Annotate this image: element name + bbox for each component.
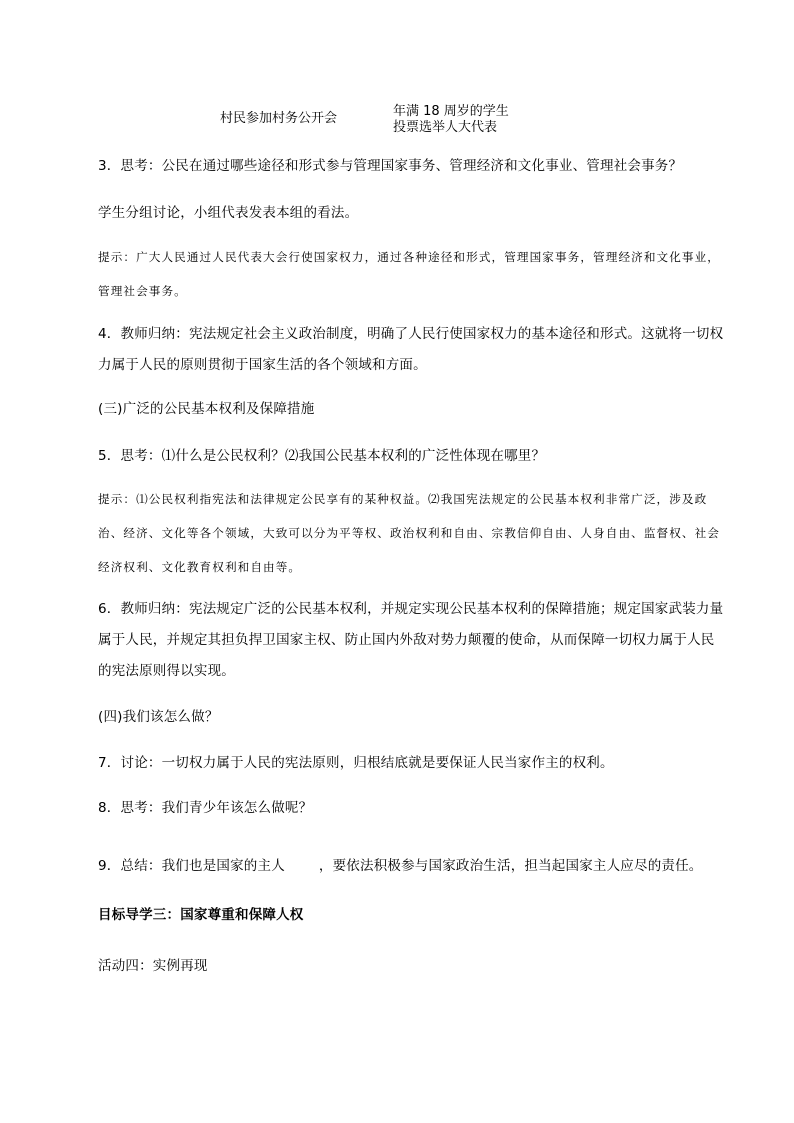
discussion-7: 7．讨论：一切权力属于人民的宪法原则，归根结底就是要保证人民当家作主的权利。 — [98, 755, 614, 771]
goal-3-heading: 目标导学三：国家尊重和保障人权 — [98, 907, 304, 923]
caption-village-meeting: 村民参加村务公开会 — [220, 111, 338, 126]
caption-student-vote-line2: 投票选举人大代表 — [393, 120, 498, 135]
teacher-summary-4: 4．教师归纳：宪法规定社会主义政治制度，明确了人民行使国家权力的基本途径和形式。这就将一切权力属于人民的原则贯彻于国家生活的各个领域和方面。 — [98, 326, 724, 373]
section-4-heading: (四)我们该怎么做？ — [98, 709, 219, 725]
hint-1: 提示：广大人民通过人民代表大会行使国家权力，通过各种途径和形式，管理国家事务，管理经济和文化事业，管理社会事务。 — [98, 250, 720, 298]
section-3-heading: (三)广泛的公民基本权利及保障措施 — [98, 401, 315, 417]
caption-student-vote — [393, 104, 509, 136]
conclusion-9-part2: ，要依法积极参与国家政治生活，担当起国家主人应尽的责任。 — [318, 858, 703, 874]
group-discussion: 学生分组讨论，小组代表发表本组的看法。 — [98, 205, 359, 221]
conclusion-9 — [98, 851, 728, 882]
hint-2: 提示：⑴公民权利指宪法和法律规定公民享有的某种权益。⑵我国宪法规定的公民基本权利非常广泛，涉及政治、经济、文化等各个领域，大致可以分为平等权、政治权利和自由、宗教信仰自由、人身自由、监督权、社会经济权利、文化教育权利和自由等。 — [98, 492, 720, 574]
caption-student-vote-line1: 年满 18 周岁的学生 — [393, 104, 509, 119]
question-3: 3．思考：公民在通过哪些途径和形式参与管理国家事务、管理经济和文化事业、管理社会事务？ — [98, 158, 683, 174]
question-8: 8．思考：我们青少年该怎么做呢？ — [98, 800, 313, 816]
conclusion-9-part1: 9．总结：我们也是国家的主人 — [98, 858, 285, 874]
teacher-summary-6: 6．教师归纳：宪法规定广泛的公民基本权利，并规定实现公民基本权利的保障措施；规定国家武装力量属于人民，并规定其担负捍卫国家主权、防止国内外敌对势力颠覆的使命，从而保障一切权力属于人民的宪法原则得以实现。 — [98, 601, 724, 679]
question-5: 5．思考：⑴什么是公民权利？⑵我国公民基本权利的广泛性体现在哪里？ — [98, 448, 546, 464]
activity-4-heading: 活动四：实例再现 — [98, 958, 208, 974]
